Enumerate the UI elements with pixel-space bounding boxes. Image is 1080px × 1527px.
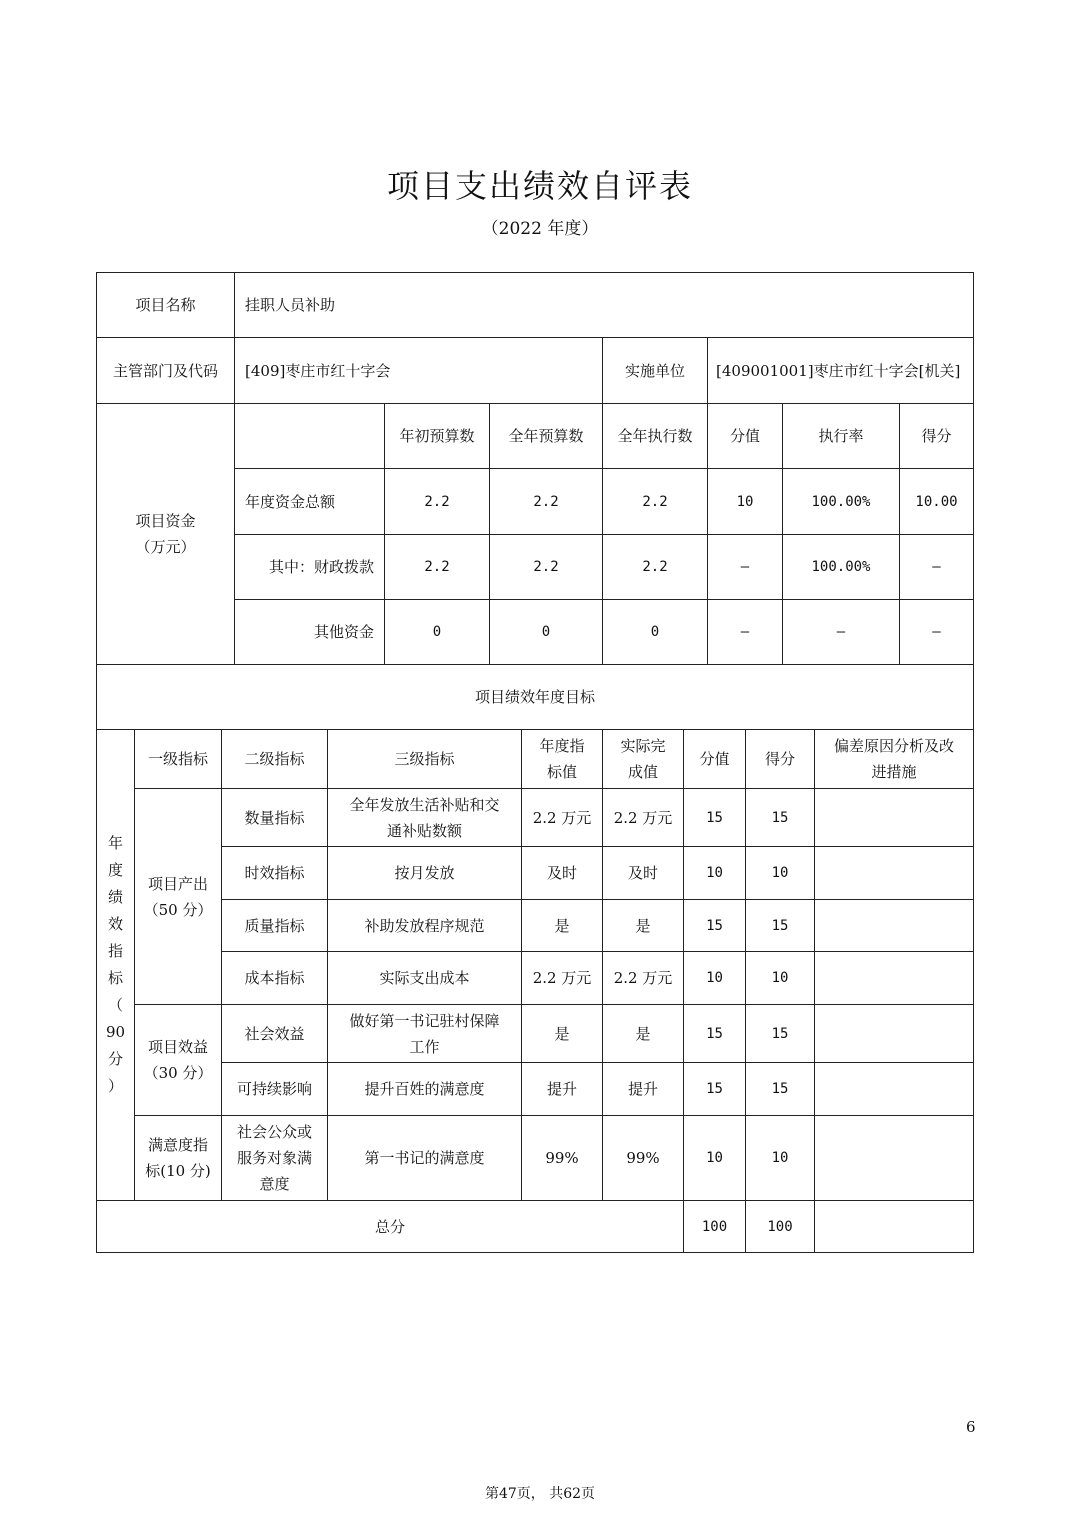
indicator-level3: 按月发放 [328, 847, 522, 900]
goals-header: 项目绩效年度目标 [97, 665, 974, 730]
indicator-level2: 成本指标 [222, 952, 328, 1005]
total-row [97, 1201, 974, 1253]
funds-cell: – [708, 600, 783, 665]
indicators-header-row [97, 730, 974, 789]
indicator-actual: 99% [603, 1116, 684, 1201]
indicator-actual: 2.2 万元 [603, 952, 684, 1005]
indicator-note [815, 1005, 974, 1063]
indicator-target: 2.2 万元 [522, 952, 603, 1005]
funds-cell: 2.2 [603, 535, 708, 600]
indicator-target: 是 [522, 900, 603, 952]
funds-cell: – [900, 600, 974, 665]
indicators-side-label: 年 度 绩 效 指 标 （ 90 分 ） [97, 730, 135, 1201]
indicator-level3: 提升百姓的满意度 [328, 1063, 522, 1116]
indicator-score: 10 [684, 847, 746, 900]
funds-cell: 10 [708, 469, 783, 535]
total-got: 100 [746, 1201, 815, 1253]
indicator-level2: 时效指标 [222, 847, 328, 900]
funds-cell: – [900, 535, 974, 600]
indicator-note [815, 789, 974, 847]
indicator-level2: 社会效益 [222, 1005, 328, 1063]
indicator-score: 15 [684, 789, 746, 847]
page-subtitle: （2022 年度） [481, 219, 599, 239]
indicator-got: 15 [746, 1063, 815, 1116]
funds-header-cell: 分值 [708, 404, 783, 469]
funds-label-line2: （万元） [135, 538, 196, 556]
indicator-got: 10 [746, 952, 815, 1005]
funds-row-label: 年度资金总额 [235, 469, 385, 535]
indicator-got: 10 [746, 1116, 815, 1201]
funds-cell: 0 [490, 600, 603, 665]
funds-cell: 100.00% [783, 469, 900, 535]
indicator-actual: 2.2 万元 [603, 789, 684, 847]
funds-header-cell: 得分 [900, 404, 974, 469]
indicator-note [815, 1116, 974, 1201]
funds-cell: 2.2 [385, 469, 490, 535]
indicator-level3: 第一书记的满意度 [328, 1116, 522, 1201]
indicator-note [815, 1063, 974, 1116]
indicator-header-cell: 得分 [746, 730, 815, 789]
dept-value: [409]枣庄市红十字会 [235, 338, 603, 404]
funds-header-blank [235, 404, 385, 469]
funds-cell: 100.00% [783, 535, 900, 600]
funds-header-cell: 全年预算数 [490, 404, 603, 469]
indicator-group-label: 项目产出 （50 分） [135, 789, 222, 1005]
funds-cell: – [708, 535, 783, 600]
indicator-target: 及时 [522, 847, 603, 900]
indicator-row [97, 1005, 974, 1063]
impl-value: [409001001]枣庄市红十字会[机关] [708, 338, 974, 404]
indicator-target: 2.2 万元 [522, 789, 603, 847]
funds-header-row [97, 404, 974, 469]
indicator-level2: 质量指标 [222, 900, 328, 952]
indicator-level3: 做好第一书记驻村保障 工作 [328, 1005, 522, 1063]
indicator-actual: 是 [603, 900, 684, 952]
indicator-level3: 实际支出成本 [328, 952, 522, 1005]
page-number: 6 [966, 1418, 976, 1436]
funds-row-label: 其他资金 [235, 600, 385, 665]
funds-cell: 10.00 [900, 469, 974, 535]
total-note [815, 1201, 974, 1253]
indicator-actual: 提升 [603, 1063, 684, 1116]
indicator-row [97, 900, 974, 952]
total-label: 总分 [97, 1201, 684, 1253]
indicator-got: 15 [746, 1005, 815, 1063]
indicator-score: 10 [684, 1116, 746, 1201]
funds-label [97, 404, 235, 665]
project-name-row [97, 273, 974, 338]
indicator-target: 99% [522, 1116, 603, 1201]
indicator-score: 15 [684, 1063, 746, 1116]
funds-cell: – [783, 600, 900, 665]
project-name-value: 挂职人员补助 [235, 273, 974, 338]
department-row [97, 338, 974, 404]
dept-label: 主管部门及代码 [97, 338, 235, 404]
indicator-header-cell: 偏差原因分析及改 进措施 [815, 730, 974, 789]
funds-cell: 2.2 [490, 469, 603, 535]
funds-cell: 2.2 [603, 469, 708, 535]
goals-header-row [97, 665, 974, 730]
funds-label-line1: 项目资金 [135, 512, 196, 530]
page-title: 项目支出绩效自评表 [386, 167, 693, 205]
indicator-level3: 补助发放程序规范 [328, 900, 522, 952]
indicator-level3: 全年发放生活补贴和交 通补贴数额 [328, 789, 522, 847]
indicator-got: 15 [746, 789, 815, 847]
indicator-note [815, 900, 974, 952]
indicator-header-cell: 实际完 成值 [603, 730, 684, 789]
indicator-header-cell: 二级指标 [222, 730, 328, 789]
indicator-got: 10 [746, 847, 815, 900]
project-name-label: 项目名称 [97, 273, 235, 338]
indicator-header-cell: 三级指标 [328, 730, 522, 789]
indicator-row [97, 1063, 974, 1116]
indicator-got: 15 [746, 900, 815, 952]
indicator-score: 10 [684, 952, 746, 1005]
indicator-actual: 及时 [603, 847, 684, 900]
indicator-level2: 可持续影响 [222, 1063, 328, 1116]
indicator-row [97, 789, 974, 847]
indicator-header-cell: 年度指 标值 [522, 730, 603, 789]
indicator-score: 15 [684, 900, 746, 952]
funds-header-cell: 执行率 [783, 404, 900, 469]
indicator-group-label: 满意度指 标(10 分) [135, 1116, 222, 1201]
impl-label: 实施单位 [603, 338, 708, 404]
indicator-level2: 社会公众或 服务对象满 意度 [222, 1116, 328, 1201]
funds-cell: 2.2 [385, 535, 490, 600]
indicator-note [815, 952, 974, 1005]
project-funds-table [96, 272, 974, 730]
indicator-row [97, 952, 974, 1005]
page-footer: 第47页， 共62页 [484, 1486, 596, 1502]
funds-cell: 0 [385, 600, 490, 665]
indicator-header-cell: 一级指标 [135, 730, 222, 789]
funds-row-label: 其中：财政拨款 [235, 535, 385, 600]
total-score: 100 [684, 1201, 746, 1253]
indicator-header-cell: 分值 [684, 730, 746, 789]
funds-header-cell: 全年执行数 [603, 404, 708, 469]
funds-cell: 2.2 [490, 535, 603, 600]
indicator-note [815, 847, 974, 900]
indicator-target: 提升 [522, 1063, 603, 1116]
indicator-target: 是 [522, 1005, 603, 1063]
indicator-level2: 数量指标 [222, 789, 328, 847]
indicator-score: 15 [684, 1005, 746, 1063]
indicator-row [97, 1116, 974, 1201]
funds-header-cell: 年初预算数 [385, 404, 490, 469]
funds-cell: 0 [603, 600, 708, 665]
indicator-actual: 是 [603, 1005, 684, 1063]
indicator-row [97, 847, 974, 900]
indicator-group-label: 项目效益 （30 分） [135, 1005, 222, 1116]
indicators-table [96, 729, 974, 1253]
